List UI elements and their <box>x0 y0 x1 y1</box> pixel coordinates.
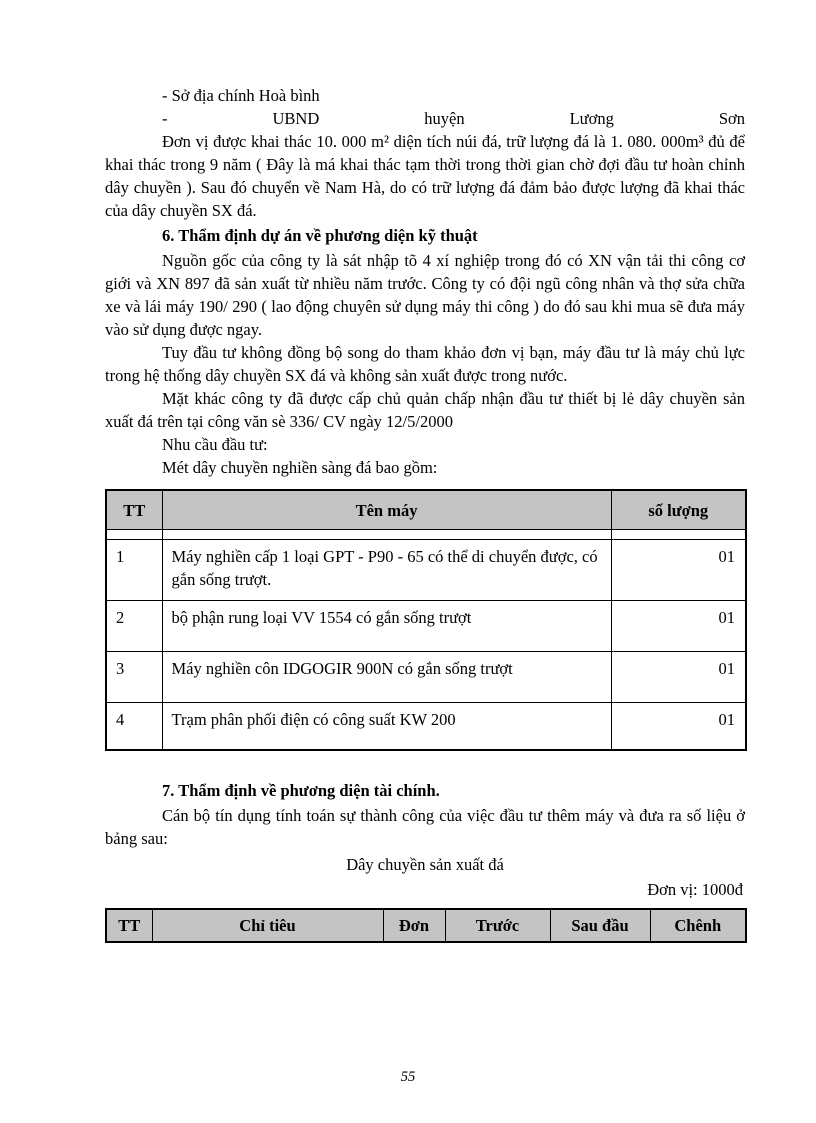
paragraph-approval: Mặt khác công ty đã được cấp chủ quản chấp nhận đầu tư thiết bị lẻ dây chuyền sản xuất đá trên tại công văn sè 336/ CV ngày 12/5/2000 <box>105 389 745 431</box>
heading-section-6: 6. Thẩm định dự án về phương diện kỹ thuật <box>162 226 478 245</box>
t1-row4-tt: 4 <box>106 703 162 751</box>
ubnd-word-3: Lương <box>569 109 614 128</box>
dept-line: - Sở địa chính Hoà bình <box>162 86 320 105</box>
table-row <box>106 601 746 652</box>
ubnd-word-1: UBND <box>272 109 320 128</box>
investment-need-line: Nhu cầu đầu tư: <box>162 435 268 454</box>
ubnd-line <box>105 107 745 130</box>
table-row <box>106 703 746 751</box>
t2-header-saudau: Sau đầu <box>550 909 650 942</box>
t1-row1-tt: 1 <box>106 540 162 601</box>
t1-header-tt: TT <box>106 490 162 530</box>
t1-row3-tt: 3 <box>106 652 162 703</box>
spacer-cell <box>106 530 162 540</box>
t1-row3-qty: 01 <box>611 652 746 703</box>
paragraph-investment-note: Tuy đầu tư không đồng bộ song do tham khảo đơn vị bạn, máy đầu tư là máy chủ lực trong hệ thống dây chuyền SX đá và không sản xuất được trong nước. <box>105 343 745 385</box>
table-caption: Dây chuyền sản xuất đá <box>346 855 504 874</box>
t1-row2-qty: 01 <box>611 601 746 652</box>
financial-table-header-row <box>106 909 746 942</box>
t1-row1-name: Máy nghiền cấp 1 loại GPT - P90 - 65 có thể di chuyển được, có gắn sống trượt. <box>162 540 611 601</box>
spacer-cell <box>611 530 746 540</box>
t2-header-chitieu: Chỉ tiêu <box>152 909 383 942</box>
t2-header-truoc: Trước <box>445 909 550 942</box>
spacer-cell <box>162 530 611 540</box>
table-row <box>106 652 746 703</box>
t1-row1-qty: 01 <box>611 540 746 601</box>
ubnd-dash: - <box>162 109 168 128</box>
page-number: 55 <box>400 1069 416 1085</box>
t1-row2-tt: 2 <box>106 601 162 652</box>
heading-section-7: 7. Thẩm định về phương diện tài chính. <box>162 781 440 800</box>
t1-row4-name: Trạm phân phối điện có công suất KW 200 <box>162 703 611 751</box>
paragraph-company-origin: Nguồn gốc của công ty là sát nhập tõ 4 xí nghiệp trong đó có XN vận tải thi công cơ giới và XN 897 đã sản xuất từ nhiều năm trước. Công ty có đội ngũ công nhân và thợ sửa chữa xe và lái máy 190/ 290 ( lao động chuyên sử dụng máy thi công ) do đó sau khi mua sẽ đưa máy vào sử dụng được ngay. <box>105 251 745 339</box>
paragraph-credit-officer: Cán bộ tín dụng tính toán sự thành công của việc đầu tư thêm máy và đưa ra số liệu ở bảng sau: <box>105 806 745 848</box>
t2-header-tt: TT <box>106 909 152 942</box>
t1-header-qty: số lượng <box>611 490 746 530</box>
equipment-table <box>105 489 747 751</box>
t2-header-chenh: Chênh <box>650 909 746 942</box>
paragraph-mine-area: Đơn vị được khai thác 10. 000 m² diện tích núi đá, trữ lượng đá là 1. 080. 000m³ đủ để khai thác trong 9 năm ( Đây là má khai thác tạm thời trong thời gian chờ đợi đầu tư hoàn chỉnh dây chuyền ). Sau đó chuyển về Nam Hà, do có trữ lượng đá đảm bảo được lượng đã khai thác của dây chuyền SX đá. <box>105 132 745 220</box>
t1-row2-name: bộ phận rung loại VV 1554 có gắn sống trượt <box>162 601 611 652</box>
crusher-line-intro: Mét dây chuyền nghiền sàng đá bao gồm: <box>162 458 438 477</box>
table-row <box>106 540 746 601</box>
unit-label: Đơn vị: 1000đ <box>647 880 743 899</box>
ubnd-word-4: Sơn <box>718 109 745 128</box>
financial-table <box>105 908 747 943</box>
equipment-table-spacer-row <box>106 530 746 540</box>
t1-header-name: Tên máy <box>162 490 611 530</box>
t2-header-don: Đơn <box>383 909 445 942</box>
t1-row3-name: Máy nghiền côn IDGOGIR 900N có gắn sống trượt <box>162 652 611 703</box>
equipment-table-header-row <box>106 490 746 530</box>
t1-row4-qty: 01 <box>611 703 746 751</box>
ubnd-word-2: huyện <box>424 109 465 128</box>
